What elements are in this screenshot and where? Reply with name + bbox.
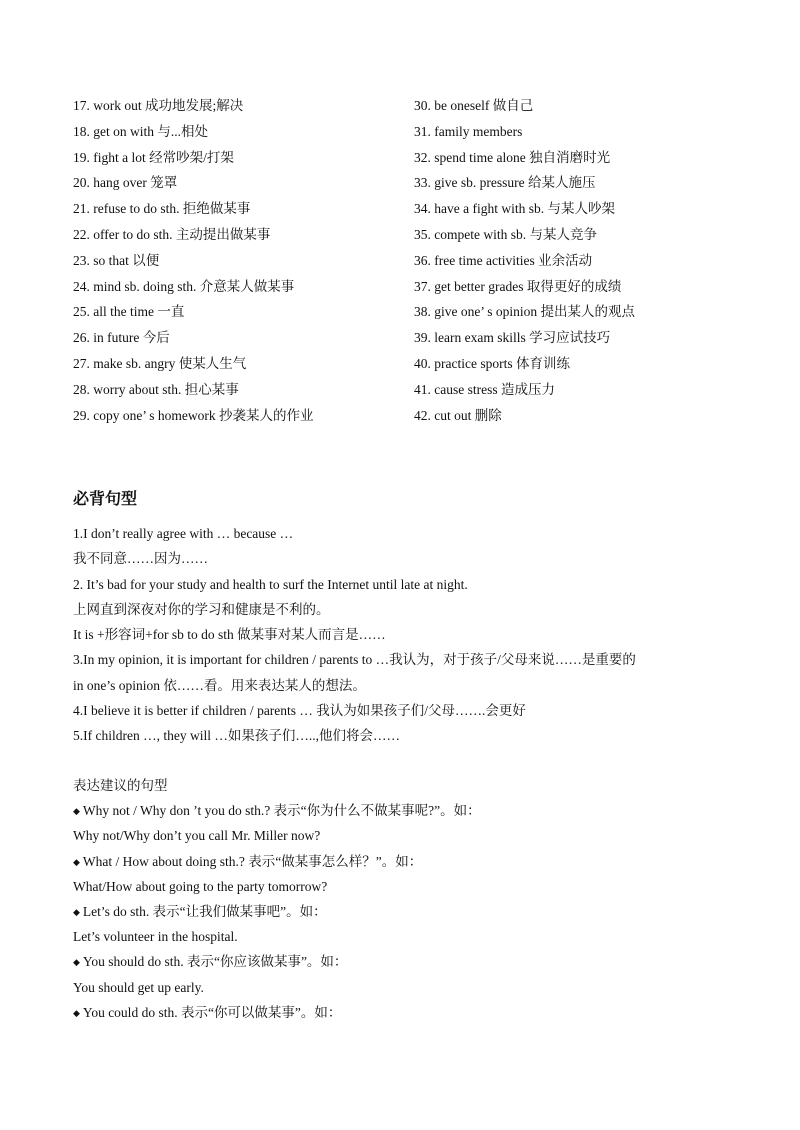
vocab-item: 20. hang over 笼罩 [73, 175, 178, 191]
advice-pattern [73, 949, 733, 974]
advice-heading: 表达建议的句型 [73, 778, 168, 793]
vocab-item: 25. all the time 一直 [73, 304, 185, 320]
advice-list [73, 798, 733, 1025]
vocab-column-left [73, 93, 403, 428]
advice-example [73, 975, 733, 1000]
sentence-line: It is +形容词+for sb to do sth 做某事对某人而言是…… [73, 627, 386, 643]
sentence-line: 我不同意……因为…… [73, 551, 208, 567]
vocab-item: 37. get better grades 取得更好的成绩 [414, 278, 622, 294]
vocab-item: 17. work out 成功地发展;解决 [73, 98, 244, 113]
diamond-bullet-icon: ◆ [73, 957, 80, 968]
vocab-item: 30. be oneself 做自己 [414, 98, 534, 113]
advice-text: Let’s do sth. 表示“让我们做某事吧”。如： [82, 903, 327, 919]
sentence-line: 上网直到深夜对你的学习和健康是不利的。 [73, 601, 330, 617]
advice-patterns [73, 773, 733, 1025]
advice-example [73, 823, 733, 848]
sentence-line: 2. It’s bad for your study and health to surf the Internet until late at night. [73, 576, 468, 592]
advice-text: Why not/Why don’t you call Mr. Miller now? [73, 828, 321, 844]
vocab-column-right [414, 93, 754, 428]
advice-example [73, 874, 733, 899]
vocab-item: 39. learn exam skills 学习应试技巧 [414, 330, 611, 346]
section-title: 必背句型 [73, 489, 138, 508]
key-sentences [73, 521, 733, 749]
vocab-item: 18. get on with 与...相处 [73, 123, 208, 139]
advice-text: Let’s volunteer in the hospital. [73, 929, 238, 945]
sentence-line: in one’s opinion 依……看。用来表达某人的想法。 [73, 677, 366, 693]
vocab-item: 32. spend time alone 独自消磨时光 [414, 149, 611, 165]
advice-text: You should do sth. 表示“你应该做某事”。如： [82, 954, 348, 970]
advice-pattern [73, 798, 733, 823]
vocab-item: 29. copy one’ s homework 抄袭某人的作业 [73, 407, 314, 423]
vocab-item: 31. family members [414, 123, 523, 139]
advice-pattern [73, 899, 733, 924]
advice-pattern [73, 849, 733, 874]
diamond-bullet-icon: ◆ [73, 806, 80, 817]
advice-example [73, 924, 733, 949]
diamond-bullet-icon: ◆ [73, 906, 80, 917]
sentence-line: 3.In my opinion, it is important for children / parents to …我认为，对于孩子/父母来说……是重要的 [73, 652, 636, 668]
vocab-item: 33. give sb. pressure 给某人施压 [414, 175, 596, 191]
vocab-item: 27. make sb. angry 使某人生气 [73, 355, 247, 371]
vocab-item: 34. have a fight with sb. 与某人吵架 [414, 201, 615, 217]
advice-text: You should get up early. [73, 979, 204, 995]
vocab-item: 19. fight a lot 经常吵架/打架 [73, 149, 234, 165]
vocab-item: 38. give one’ s opinion 提出某人的观点 [414, 304, 635, 320]
sentence-line: 4.I believe it is better if children / parents … 我认为如果孩子们/父母…….会更好 [73, 703, 526, 719]
vocab-item: 36. free time activities 业余活动 [414, 252, 593, 268]
vocab-item: 28. worry about sth. 担心某事 [73, 381, 239, 397]
advice-text: Why not / Why don ’t you do sth.? 表示“你为什么不做某事呢?”。如： [82, 803, 481, 819]
sentence-line: 1.I don’t really agree with … because … [73, 526, 294, 541]
vocab-item: 23. so that 以便 [73, 252, 160, 268]
advice-text: What/How about going to the party tomorrow? [73, 878, 328, 894]
vocab-item: 24. mind sb. doing sth. 介意某人做某事 [73, 278, 295, 294]
vocab-item: 35. compete with sb. 与某人竞争 [414, 226, 597, 242]
vocab-item: 42. cut out 删除 [414, 407, 502, 423]
advice-text: You could do sth. 表示“你可以做某事”。如： [82, 1004, 342, 1020]
vocab-item: 41. cause stress 造成压力 [414, 381, 555, 397]
sentence-line: 5.If children …, they will …如果孩子们…..,他们将会…… [73, 728, 400, 744]
vocab-item: 40. practice sports 体育训练 [414, 355, 570, 371]
diamond-bullet-icon: ◆ [73, 856, 80, 867]
advice-pattern [73, 1000, 733, 1025]
vocab-item: 22. offer to do sth. 主动提出做某事 [73, 226, 271, 242]
vocab-item: 21. refuse to do sth. 拒绝做某事 [73, 201, 251, 217]
diamond-bullet-icon: ◆ [73, 1007, 80, 1018]
advice-text: What / How about doing sth.? 表示“做某事怎么样？”。如： [82, 853, 423, 869]
vocab-item: 26. in future 今后 [73, 330, 170, 346]
